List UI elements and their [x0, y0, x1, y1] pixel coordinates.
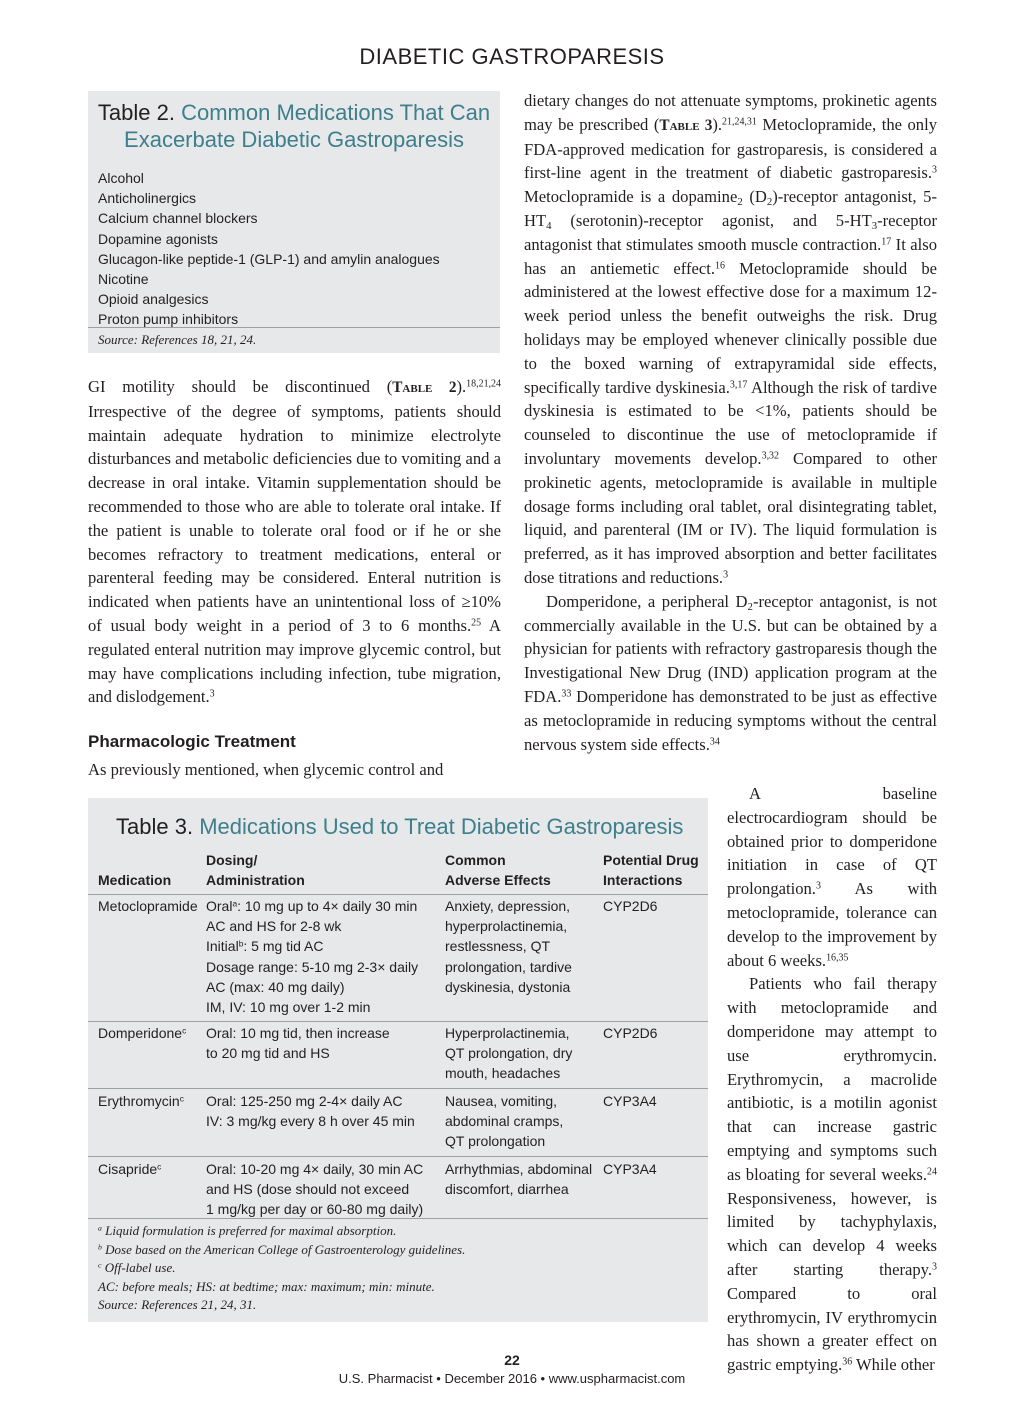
header-adverse: Common Adverse Effects	[445, 852, 551, 889]
row-3-interactions: CYP3A4	[603, 1093, 657, 1109]
row-3-dosing: Oral: 125-250 mg 2-4× daily AC IV: 3 mg/kg every 8 h over 45 min	[206, 1093, 415, 1130]
publication-footer: U.S. Pharmacist • December 2016 • www.uspharmacist.com	[338, 1371, 686, 1386]
row-1-interactions: CYP2D6	[603, 898, 658, 914]
list-item: Proton pump inhibitors	[98, 311, 239, 328]
row-1-adverse: Anxiety, depression, hyperprolactinemia, restlessness, QT prolongation, tardive dyskinesia, dystonia	[445, 898, 572, 995]
table-2-divider	[88, 327, 500, 328]
footnote: $^c$ Off-label use.	[98, 1260, 176, 1275]
table-2-source: Source: References 18, 21, 24.	[98, 332, 257, 347]
left-column-text	[88, 375, 501, 709]
paragraph: A baseline electrocardiogram should be obtained prior to domperidone initiation in case of QT prolongation.$^3$ As with metoclopramide, tolerance can develop to the improvement by about 6 weeks.$^{16,35}$	[727, 784, 937, 970]
list-item: Dopamine agonists	[98, 230, 218, 247]
running-header: DIABETIC GASTROPARESIS	[359, 44, 665, 69]
row-1-dosing: Oral$^a$: 10 mg up to 4× daily 30 min AC and HS for 2-8 wk Initial$^b$: 5 mg tid AC Dosage range: 5-10 mg 2-3× daily AC (max: 40 mg daily) IM, IV: 10 mg over 1-2 min	[206, 898, 419, 1016]
list-item: Opioid analgesics	[98, 291, 209, 308]
footnote: $^a$ Liquid formulation is preferred for maximal absorption.	[98, 1223, 397, 1238]
table-2-title	[88, 99, 500, 153]
row-4-adverse: Arrhythmias, abdominal discomfort, diarrhea	[445, 1161, 593, 1198]
citation: 25	[471, 617, 482, 629]
row-3-adverse: Nausea, vomiting, abdominal cramps, QT prolongation	[445, 1093, 564, 1150]
table-2	[88, 91, 500, 353]
list-item: Glucagon-like peptide-1 (GLP-1) and amylin analogues	[98, 250, 440, 267]
header-divider	[88, 894, 708, 895]
row-2-medication: Domperidone$^c$	[98, 1025, 187, 1041]
citation: 18,21,24	[466, 378, 501, 390]
row-divider	[88, 1156, 708, 1157]
row-4-medication: Cisapride$^c$	[98, 1161, 162, 1177]
table-reference: Table 3	[659, 116, 713, 134]
row-2-dosing: Oral: 10 mg tid, then increase to 20 mg tid and HS	[206, 1025, 390, 1062]
row-divider	[88, 1021, 708, 1022]
row-3-medication: Erythromycin$^c$	[98, 1093, 184, 1109]
table-reference: Table 2	[392, 379, 457, 396]
table-3-notes	[98, 1222, 465, 1315]
table-3	[88, 798, 708, 1322]
citation: 3	[209, 688, 215, 700]
row-2-adverse: Hyperprolactinemia, QT prolongation, dry mouth, headaches	[445, 1025, 573, 1082]
header-dosing: Dosing/ Administration	[206, 852, 305, 889]
row-4-dosing: Oral: 10-20 mg 4× daily, 30 min AC and HS (dose should not exceed 1 mg/kg per day or 60-80 mg daily)	[206, 1161, 424, 1218]
paragraph: Domperidone, a peripheral $D_2$-receptor antagonist, is not commercially available in the U.S. but can be obtained by a physician for patients with refractory gastroparesis though the Investigational New Drug (IND) application program at the FDA.$^{33}$ Domperidone has demonstrated to be just as effective as metoclopramide in reducing symptoms without the central nervous system side effects.$^{34}$	[524, 591, 937, 754]
paragraph: Patients who fail therapy with metoclopramide and domperidone may attempt to use erythromycin. Erythromycin, a macrolide antibiotic, is a motilin agonist that can increase gastric emptying and symptoms such as bloating for several weeks.$^{24}$ Responsiveness, however, is limited by tachyphylaxis, which can develop 4 weeks after starting therapy.$^3$ Compared to oral erythromycin, IV erythromycin has shown a greater effect on gastric emptying.$^{36}$ While other	[727, 974, 937, 1375]
footnote: $^b$ Dose based on the American College of Gastroenterology guidelines.	[98, 1241, 466, 1257]
table-3-title	[116, 814, 683, 840]
table-2-label: Table 2.	[97, 100, 175, 125]
page-number: 22	[504, 1352, 520, 1368]
table-3-label: Table 3.	[116, 814, 194, 839]
paragraph: dietary changes do not attenuate symptoms, prokinetic agents may be prescribed (Table 3).$^{21,24,31}$ Metoclopramide, the only FDA-approved medication for gastroparesis, is considered a first-line agent in the treatment of diabetic gastroparesis.$^3$ Metoclopramide is a dopamine$_2$ $(D_2)$-receptor antagonist, $5-HT_4$ (serotonin)-receptor agonist, and $5-HT_3$-receptor antagonist that stimulates smooth muscle contraction.$^{17}$ It also has an antiemetic effect.$^{16}$ Metoclopramide should be administered at the lowest effective dose for a maximum 12-week period unless the benefit outweighs the risk. Drug holidays may be employed whenever clinically possible due to the boxed warning of extrapyramidal side effects, specifically tardive dyskinesia.$^{3,17}$ Although the risk of tardive dyskinesia is estimated to be <1%, patients should be counseled to discontinue the use of metoclopramide if involuntary movements develop.$^{3,32}$ Compared to other prokinetic agents, metoclopramide is available in multiple dosage forms including oral tablet, oral disintegrating tablet, liquid, and parenteral (IM or IV). The liquid formulation is preferred, as it has improved absorption and better facilitates dose titrations and reductions.$^3$	[524, 91, 937, 587]
list-item: Calcium channel blockers	[98, 210, 258, 227]
table-2-list	[98, 168, 440, 330]
row-1-medication: Metoclopramide	[98, 898, 198, 914]
header-medication: Medication	[98, 872, 172, 888]
section-heading: Pharmacologic Treatment	[88, 732, 296, 751]
table-2-caption: Common Medications That Can Exacerbate Diabetic Gastroparesis	[124, 100, 491, 152]
row-divider	[88, 1088, 708, 1089]
paragraph: GI motility should be discontinued (Table 2).$^{18,21,24}$ Irrespective of the degree of symptoms, patients should maintain adequate hydration to minimize electrolyte disturbances and metabolic deficiencies due to vomiting and a decrease in oral intake. Vitamin supplementation should be recommended to those who are able to tolerate oral intake. If the patient is unable to tolerate oral food or if he or she becomes refractory to treatment medications, enteral or parenteral feeding may be considered. Enteral nutrition is indicated when patients have an unintentional loss of ≥10% of usual body weight in a period of 3 to 6 months.$^{25}$ A regulated enteral nutrition may improve glycemic control, but may have complications including infection, tube migration, and dislodgement.$^3$	[88, 377, 501, 707]
left-column-text-2	[88, 758, 501, 782]
row-divider	[88, 1218, 708, 1219]
row-2-interactions: CYP2D6	[603, 1025, 658, 1041]
paragraph: As previously mentioned, when glycemic control and	[88, 760, 444, 779]
table-3-caption: Medications Used to Treat Diabetic Gastroparesis	[199, 814, 684, 839]
row-4-interactions: CYP3A4	[603, 1161, 657, 1177]
list-item: Alcohol	[98, 170, 144, 186]
list-item: Anticholinergics	[98, 190, 197, 207]
header-interactions: Potential Drug Interactions	[603, 852, 699, 889]
right-column-text	[524, 89, 937, 756]
table-3-source: Source: References 21, 24, 31.	[98, 1297, 257, 1312]
list-item: Nicotine	[98, 271, 149, 288]
narrow-column-text	[727, 782, 937, 1377]
abbreviations: AC: before meals; HS: at bedtime; max: maximum; min: minute.	[98, 1278, 435, 1294]
